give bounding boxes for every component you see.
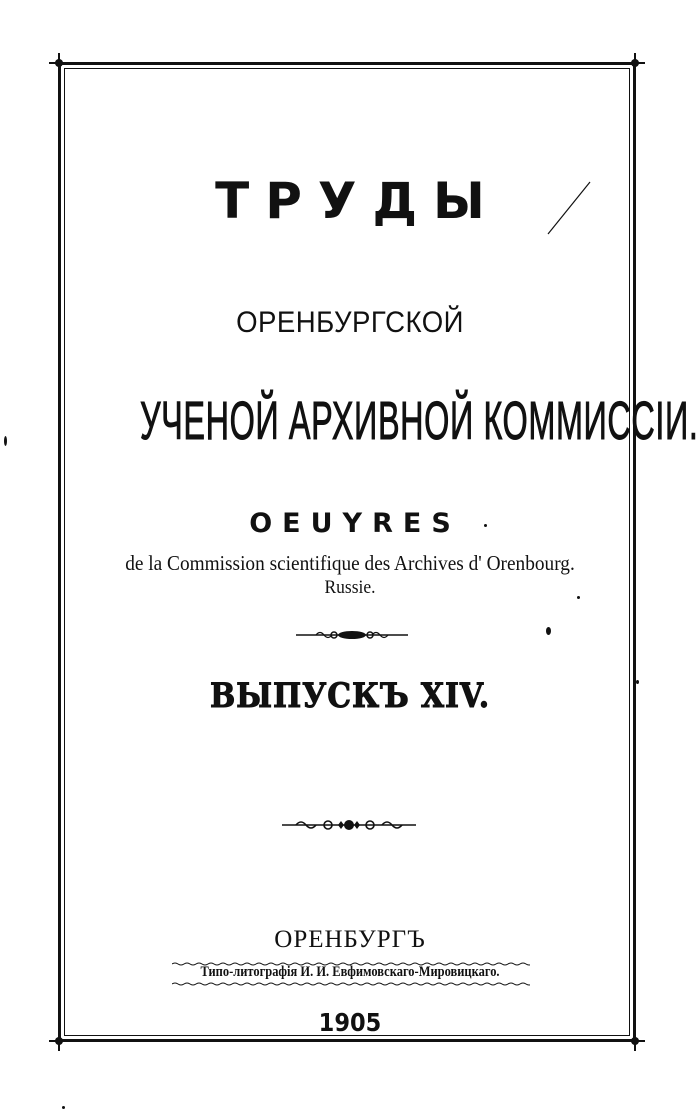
french-title: OEUYRES: [249, 508, 461, 539]
ink-speck: [546, 627, 551, 635]
scan-mark-icon: [544, 178, 594, 238]
subtitle-line-2: УЧЕНОЙ АРХИВНОЙ КОММИССІИ.: [139, 391, 699, 451]
issue-number: ВЫПУСКЪ XIV.: [209, 676, 491, 716]
subtitle-line-1: ОРЕНБУРГСКОЙ: [236, 306, 464, 339]
scroll-ornament-icon: [296, 628, 408, 642]
cross-ornament-icon: [48, 52, 70, 74]
cross-ornament-icon: [624, 52, 646, 74]
french-line-1: de la Commission scientifique des Archives d' Orenbourg.: [125, 551, 575, 575]
french-line-2: Russie.: [324, 577, 376, 598]
printer-imprint: Типо-литографія И. И. Евфимовскаго-Мировицкаго.: [200, 964, 500, 980]
city-name: ОРЕНБУРГЪ: [274, 926, 426, 953]
ink-speck: [62, 1106, 65, 1109]
ink-speck: [577, 596, 580, 599]
main-title: ТРУДЫ: [215, 172, 501, 230]
vine-ornament-icon: [282, 817, 416, 833]
ink-speck: [636, 680, 639, 684]
ink-speck: [484, 524, 487, 527]
ink-speck: [4, 436, 7, 446]
publication-year: 1905: [318, 1008, 382, 1037]
